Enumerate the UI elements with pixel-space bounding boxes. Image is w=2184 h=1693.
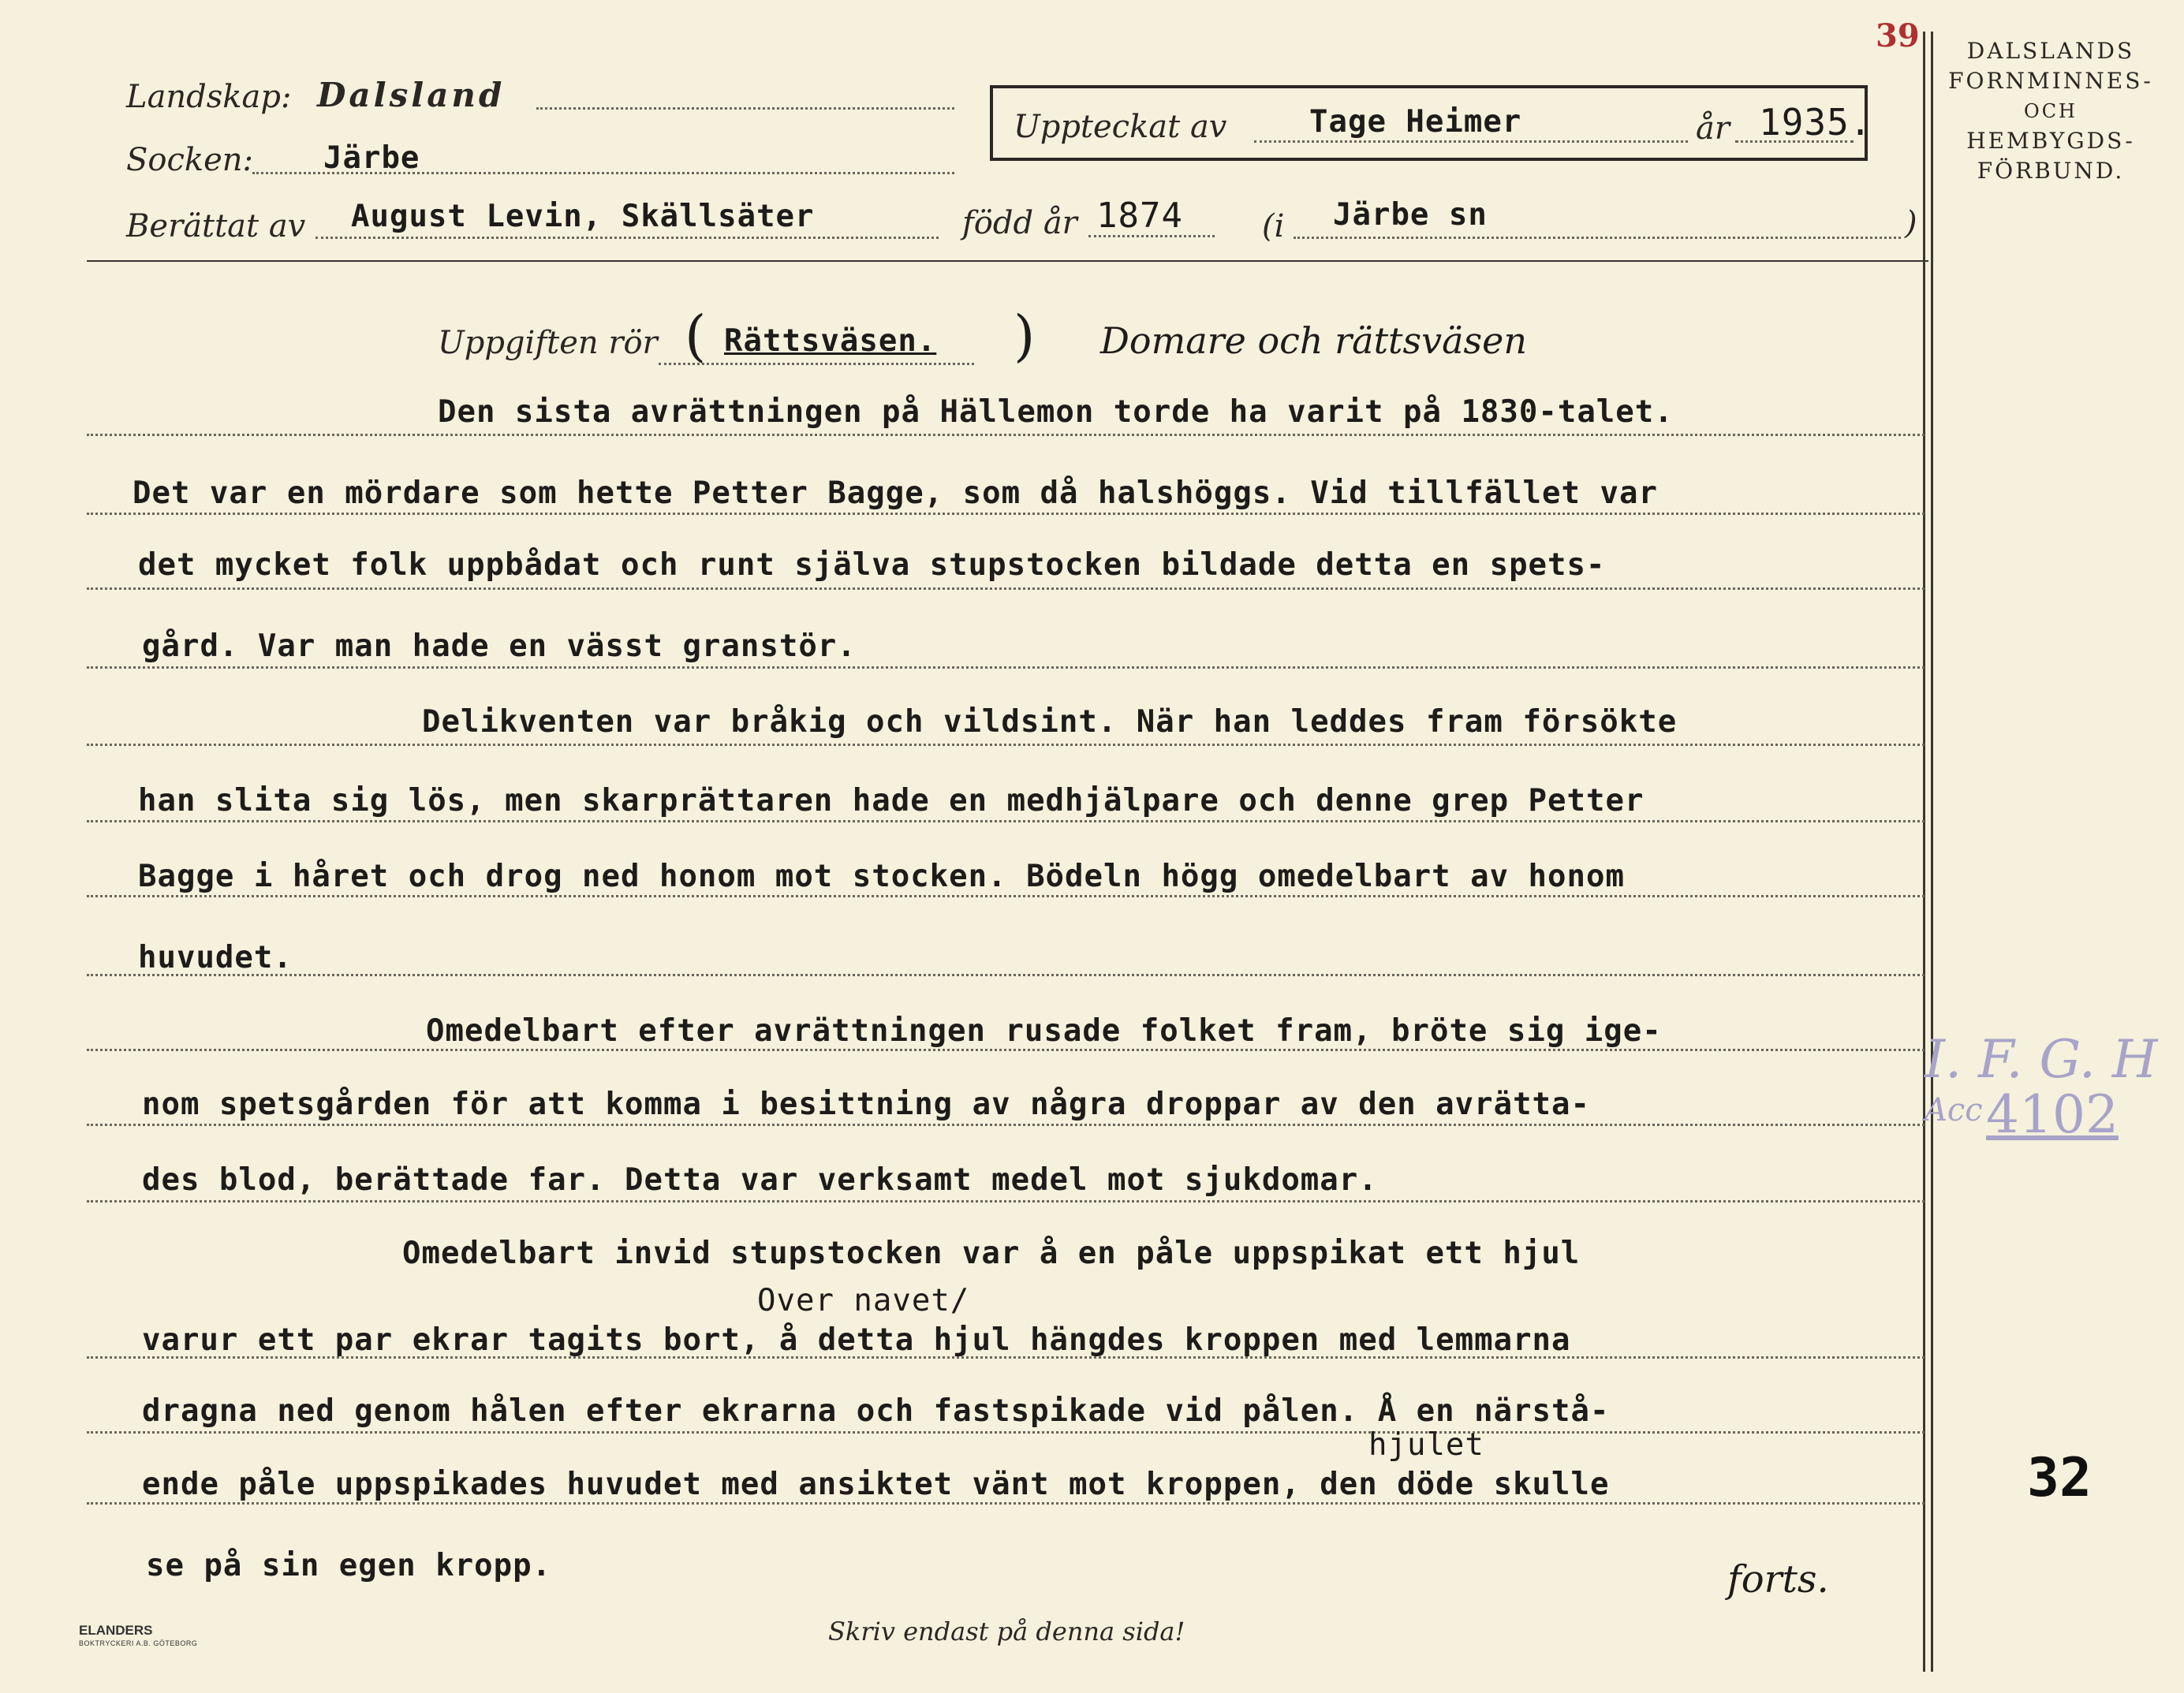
body-dotted-6 [87,820,1925,822]
body-dotted-7 [87,895,1925,897]
socken-value: Järbe [323,140,420,176]
ar-label: år [1696,110,1730,147]
body-dotted-8 [87,974,1925,976]
body-dotted-15 [87,1502,1925,1505]
berattat-label: Berättat av [126,208,306,244]
body-line-14: dragna ned genom hålen efter ekrarna och fastspikade vid pålen. Å en närstå- [142,1393,1610,1429]
margin-line-2 [1931,32,1933,1672]
body-dotted-9 [87,1049,1925,1051]
fodd-dotted-line [1088,235,1215,237]
page-number: 32 [2027,1447,2092,1509]
i-label: (i [1262,208,1285,244]
org-line-1: DALSLANDS [1966,38,2135,64]
insertion-over-navet: Over navet/ [757,1283,970,1318]
body-line-9: Omedelbart efter avrättningen rusade folket fram, bröte sig ige- [426,1013,1662,1049]
body-line-8: huvudet. [138,940,293,975]
i-dotted-line [1294,237,1901,239]
body-line-12: Omedelbart invid stupstocken var å en påle uppspikat ett hjul [402,1236,1581,1271]
upptecknat-label: Uppteckat av [1014,109,1227,145]
body-dotted-5 [87,744,1925,746]
body-line-4: gård. Var man hade en vässt granstör. [142,628,857,664]
upptecknat-dotted-line [1254,140,1688,143]
body-line-2: Det var en mördare som hette Petter Bagge, som då halshöggs. Vid tillfället var [133,475,1658,511]
body-dotted-3 [87,587,1925,590]
org-line-5: FÖRBUND. [1977,158,2125,184]
i-close-paren: ) [1905,205,1917,241]
stamp-line-1: I. F. G. H [1925,1029,2158,1090]
subject-close-paren: ) [1014,304,1036,368]
body-line-6: han slita sig lös, men skarprättaren hade en medhjälpare och denne grep Petter [138,783,1645,819]
printer-name: ELANDERS [79,1623,153,1638]
body-line-1: Den sista avrättningen på Hällemon torde ha varit på 1830-talet. [438,394,1674,430]
ar-dotted-line [1735,140,1854,143]
fodd-value: 1874 [1096,196,1183,236]
ar-value: 1935. [1759,101,1872,144]
body-line-16: se på sin egen kropp. [146,1548,552,1583]
body-dotted-4 [87,666,1925,669]
organization-name [1925,36,2177,186]
body-line-3: det mycket folk uppbådat och runt själva stupstocken bildade detta en spets- [138,547,1606,583]
subject-label: Uppgiften rör [438,325,658,361]
body-line-11: des blod, berättade far. Detta var verksamt medel mot sjukdomar. [142,1162,1378,1198]
org-line-2: FORNMINNES- [1948,68,2153,94]
landskap-label: Landskap: [126,79,292,115]
corner-number: 39 [1876,17,1920,54]
body-dotted-13 [87,1356,1925,1359]
body-dotted-11 [87,1200,1925,1203]
body-line-7: Bagge i håret och drog ned honom mot stocken. Bödeln högg omedelbart av honom [138,859,1625,894]
org-line-4: HEMBYGDS- [1966,128,2135,154]
footer-instruction: Skriv endast på denna sida! [828,1617,1185,1646]
body-line-5: Delikventen var bråkig och vildsint. När han leddes fram försökte [422,704,1678,740]
subject-open-paren: ( [685,304,707,368]
forts-handwritten: forts. [1727,1557,1829,1602]
org-line-3: OCH [2024,100,2078,122]
landskap-dotted-line [536,107,954,110]
upptecknat-value: Tage Heimer [1309,104,1522,140]
header-rule [87,260,1928,262]
socken-label: Socken: [126,142,254,178]
subject-dotted-line [659,363,974,365]
margin-line-1 [1923,32,1925,1672]
stamp-acc-prefix: Acc [1925,1092,1983,1128]
socken-dotted-line [252,172,954,174]
fodd-label: född år [962,205,1077,241]
body-dotted-2 [87,513,1925,515]
berattat-dotted-line [315,237,939,239]
body-dotted-1 [87,434,1925,436]
subject-value: Rättsväsen. [724,323,937,359]
i-value: Järbe sn [1333,197,1488,233]
body-line-13: varur ett par ekrar tagits bort, å detta hjul hängdes kroppen med lemmarna [142,1322,1571,1358]
body-dotted-14 [87,1431,1925,1434]
landskap-value: Dalsland [317,76,506,114]
subject-handwritten: Domare och rättsväsen [1100,319,1528,362]
printer-mark [79,1624,197,1650]
body-line-15: ende påle uppspikades huvudet med ansiktet vänt mot kroppen, den döde skulle [142,1467,1610,1502]
body-dotted-10 [87,1124,1925,1126]
stamp-acc-number: 4102 [1986,1084,2119,1145]
printer-sub: BOKTRYCKERI A.B. GÖTEBORG [79,1639,198,1647]
body-line-10: nom spetsgården för att komma i besittning av några droppar av den avrätta- [142,1087,1590,1122]
berattat-value: August Levin, Skällsäter [351,199,815,234]
insertion-hjulet: hjulet [1368,1427,1484,1463]
